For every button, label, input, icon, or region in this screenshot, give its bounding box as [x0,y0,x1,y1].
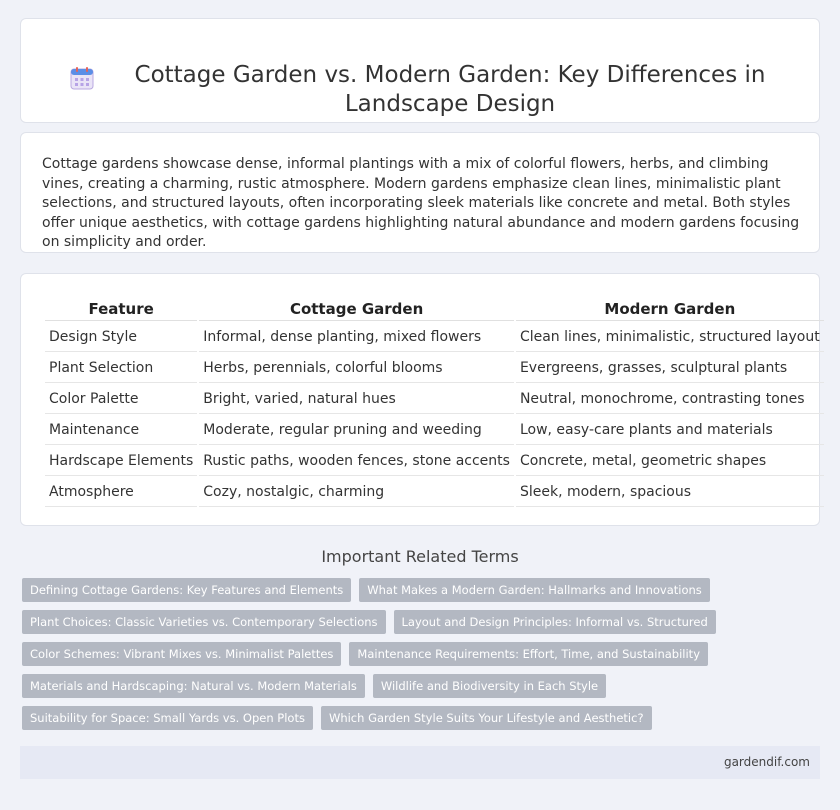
table-cell: Rustic paths, wooden fences, stone accents [199,447,514,476]
table-cell: Informal, dense planting, mixed flowers [199,323,514,352]
column-header-feature: Feature [45,297,197,321]
related-term-link[interactable]: What Makes a Modern Garden: Hallmarks and Innovations [359,578,710,602]
table-cell: Evergreens, grasses, sculptural plants [516,354,824,383]
intro-card [20,132,820,253]
table-row [45,385,824,414]
table-cell: Moderate, regular pruning and weeding [199,416,514,445]
related-terms-list [22,578,708,738]
table-header-row [45,297,824,321]
table-row [45,416,824,445]
table-cell: Atmosphere [45,478,197,507]
table-row [45,323,824,352]
table-cell: Bright, varied, natural hues [199,385,514,414]
related-term-link[interactable]: Wildlife and Biodiversity in Each Style [373,674,606,698]
table-cell: Plant Selection [45,354,197,383]
title-card [20,18,820,123]
related-term-link[interactable]: Suitability for Space: Small Yards vs. Open Plots [22,706,313,730]
column-header-cottage: Cottage Garden [199,297,514,321]
related-term-link[interactable]: Which Garden Style Suits Your Lifestyle and Aesthetic? [321,706,652,730]
comparison-table [43,295,826,509]
table-cell: Sleek, modern, spacious [516,478,824,507]
related-term-link[interactable]: Defining Cottage Gardens: Key Features and Elements [22,578,351,602]
page-title: Cottage Garden vs. Modern Garden: Key Differences in Landscape Design [134,62,766,117]
related-term-link[interactable]: Color Schemes: Vibrant Mixes vs. Minimalist Palettes [22,642,341,666]
table-cell: Herbs, perennials, colorful blooms [199,354,514,383]
column-header-modern: Modern Garden [516,297,824,321]
related-term-link[interactable]: Maintenance Requirements: Effort, Time, and Sustainability [349,642,708,666]
table-cell: Color Palette [45,385,197,414]
comparison-card [20,273,820,526]
table-cell: Concrete, metal, geometric shapes [516,447,824,476]
table-cell: Neutral, monochrome, contrasting tones [516,385,824,414]
footer [20,746,820,779]
related-term-link[interactable]: Plant Choices: Classic Varieties vs. Contemporary Selections [22,610,386,634]
table-cell: Clean lines, minimalistic, structured layout [516,323,824,352]
related-term-link[interactable]: Layout and Design Principles: Informal vs. Structured [394,610,716,634]
table-row [45,478,824,507]
calendar-icon [69,65,95,91]
table-row [45,447,824,476]
related-terms-heading: Important Related Terms [321,547,519,566]
table-cell: Low, easy-care plants and materials [516,416,824,445]
table-row [45,354,824,383]
intro-paragraph: Cottage gardens showcase dense, informal plantings with a mix of colorful flowers, herbs, and climbing vines, creating a charming, rustic atmosphere. Modern gardens emphasize clean lines, minimalistic plant selections, and structured layouts, often incorporating sleek materials like concrete and metal. Both styles offer unique aesthetics, with cottage gardens highlighting natural abundance and modern gardens focusing on simplicity and order. [42,156,800,250]
table-cell: Hardscape Elements [45,447,197,476]
related-term-link[interactable]: Materials and Hardscaping: Natural vs. Modern Materials [22,674,365,698]
table-cell: Maintenance [45,416,197,445]
table-cell: Design Style [45,323,197,352]
footer-site-link[interactable]: gardendif.com [723,755,810,769]
table-cell: Cozy, nostalgic, charming [199,478,514,507]
